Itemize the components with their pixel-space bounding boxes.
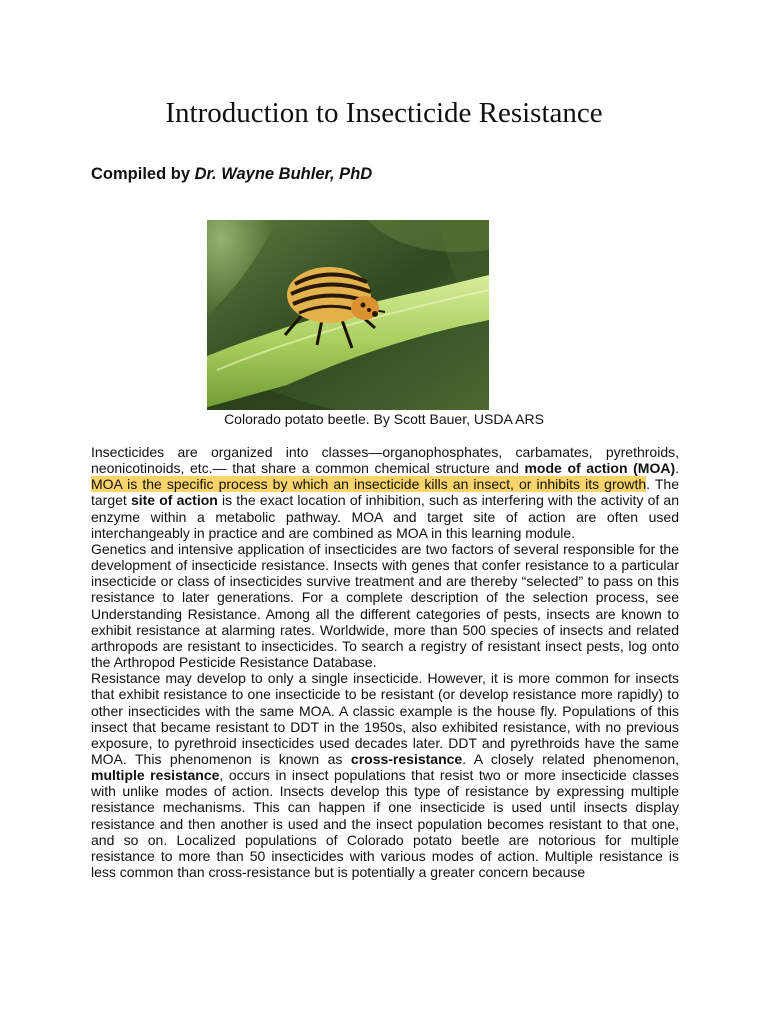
byline-author: Dr. Wayne Buhler, PhD	[194, 165, 373, 183]
p1-text: is the exact location of inhibition, such as interfering with the activity of an enzyme within a metabolic pathway. MOA and target site of action are often used interchangeably in practice and are combined as MOA in this learning module.	[91, 492, 679, 541]
beetle-illustration	[207, 220, 489, 410]
p1-text: Insecticides are organized into classes—organophosphates, carbamates, pyrethroids, neonicotinoids, etc.— that share a common chemical structure and	[91, 444, 679, 477]
p1-text: . The target	[91, 476, 679, 509]
mode-of-action-term: mode of action (MOA)	[524, 460, 676, 477]
highlighted-definition: MOA is the specific process by which an insecticide kills an insect, or inhibits its growth	[91, 476, 647, 493]
site-of-action-term: site of action	[130, 492, 218, 509]
byline-prefix: Compiled by	[91, 165, 191, 183]
colorado-potato-beetle-photo	[207, 220, 489, 410]
p3-text: . A closely related phenomenon,	[462, 750, 679, 767]
multiple-resistance-term: multiple resistance	[91, 767, 220, 784]
byline	[91, 165, 372, 184]
paragraph-1	[91, 444, 679, 541]
body-text	[91, 444, 679, 880]
cross-resistance-term: cross-resistance	[350, 750, 463, 767]
p3-text: Resistance may develop to only a single insecticide. However, it is more common for insects that exhibit resistance to one insecticide to be resistant (or develop resistance more rapidly) to other insecticides with the same MOA. A classic example is the house fly. Populations of this insect that became resistant to DDT in the 1950s, also exhibited resistance, with no previous exposure, to pyrethroid insecticides used decades later. DDT and pyrethroids have the same MOA. This phenomenon is known as	[91, 670, 679, 767]
paragraph-2: Genetics and intensive application of insecticides are two factors of several responsible for the development of insecticide resistance. Insects with genes that confer resistance to a particular insecticide or class of insecticides survive treatment and are thereby “selected” to pass on this resistance to later generations. For a complete description of the selection process, see Understanding Resistance. Among all the different categories of pests, insects are known to exhibit resistance at alarming rates. Worldwide, more than 500 species of insects and related arthropods are resistant to insecticides. To search a registry of resistant insect pests, log onto the Arthropod Pesticide Resistance Database.	[91, 540, 679, 671]
p1-text: .	[675, 460, 680, 477]
image-caption: Colorado potato beetle. By Scott Bauer, USDA ARS	[224, 411, 544, 427]
document-title: Introduction to Insecticide Resistance	[165, 97, 603, 129]
p3-text: , occurs in insect populations that resist two or more insecticide classes with unlike modes of action. Insects develop this type of resistance by expressing multiple resistance mechanisms. This can happen if one insecticide is used until insects display resistance and then another is used and the insect population becomes resistant to that one, and so on. Localized populations of Colorado potato beetle are notorious for multiple resistance to more than 50 insecticides with various modes of action. Multiple resistance is less common than cross-resistance but is potentially a greater concern because	[91, 767, 679, 881]
paragraph-3	[91, 670, 679, 880]
